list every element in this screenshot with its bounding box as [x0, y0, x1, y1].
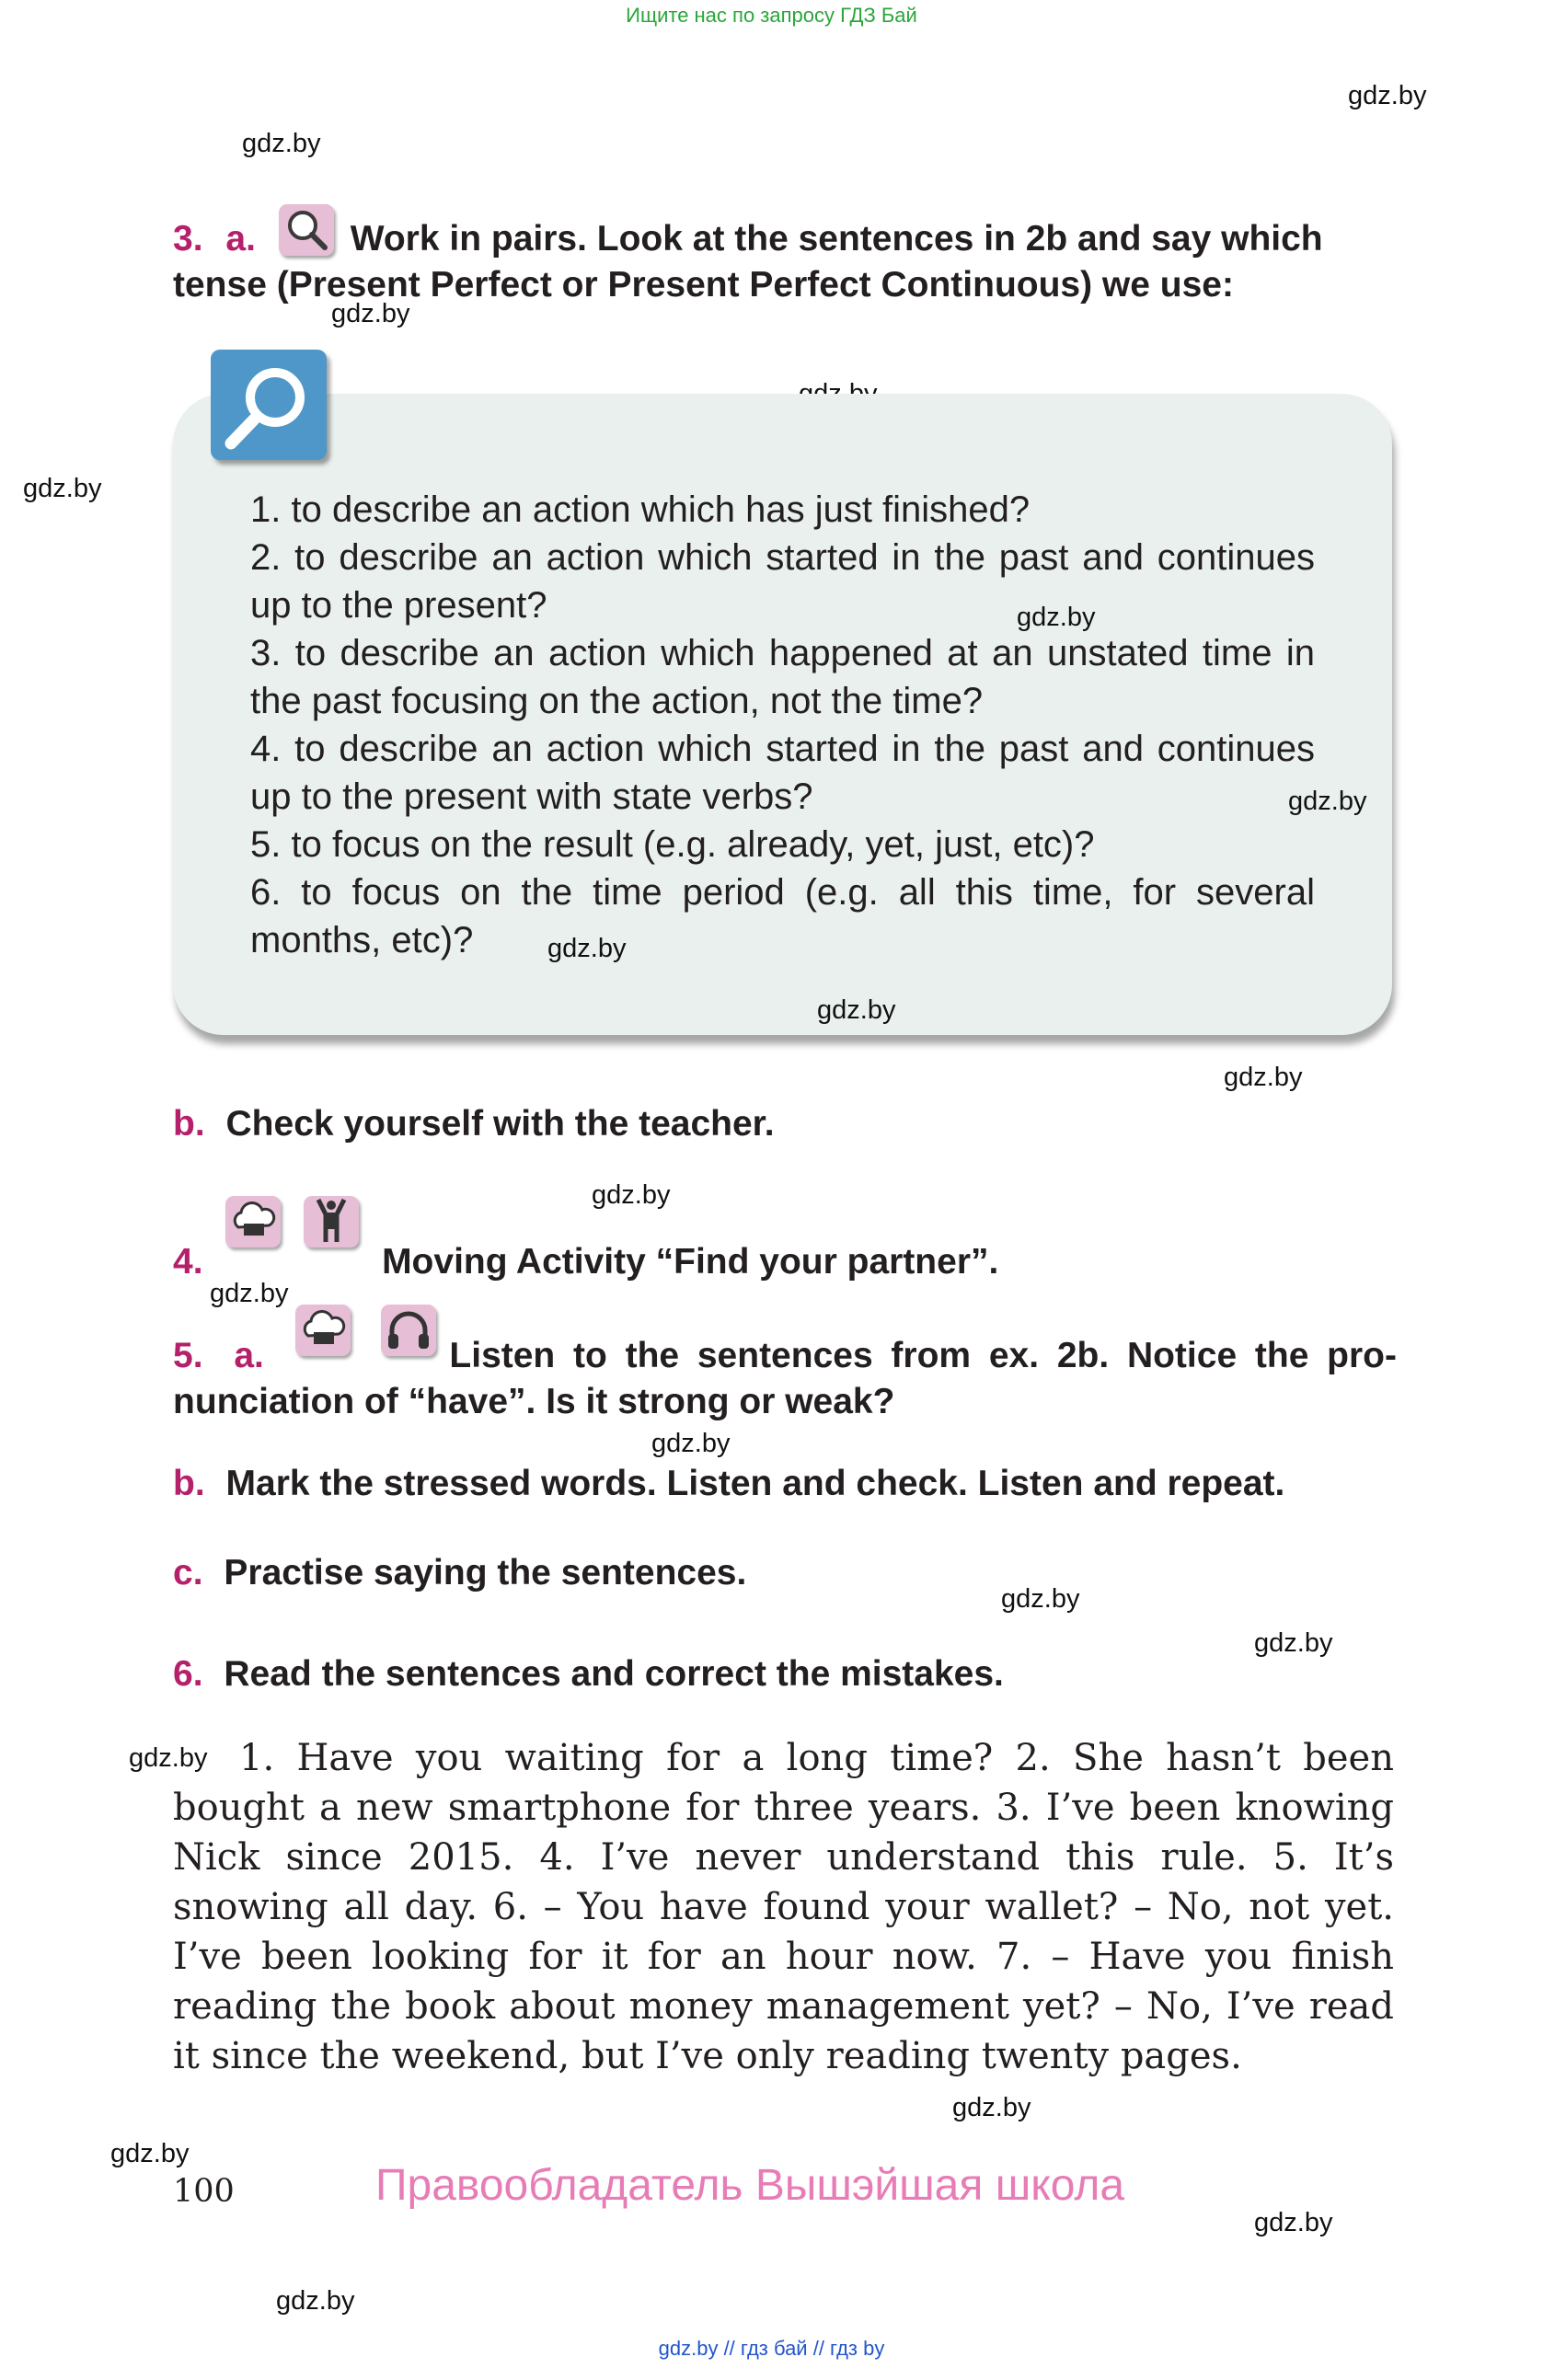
exercise-4-text: Moving Activity “Find your partner”.	[382, 1242, 999, 1282]
watermark: gdz.by	[276, 2286, 355, 2316]
exercise-3a-text: Work in pairs. Look at the sentences in 2b and say which tense (Present Perfect or Present Perfect Continuous) we use:	[173, 219, 1323, 305]
exercise-5c-instruction	[173, 1550, 746, 1596]
watermark: gdz.by	[952, 2093, 1031, 2122]
disc-audio-icon	[295, 1305, 351, 1356]
magnifier-icon	[211, 350, 327, 460]
exercise-letter: b.	[173, 1464, 205, 1503]
watermark: gdz.by	[1017, 603, 1096, 632]
watermark: gdz.by	[817, 995, 896, 1025]
exercise-6-text: Read the sentences and correct the mistakes.	[224, 1654, 1004, 1694]
watermark: gdz.by	[110, 2139, 190, 2168]
exercise-5b-text: Mark the stressed words. Listen and check. Listen and repeat.	[225, 1464, 1285, 1503]
exercise-number: 5.	[173, 1336, 203, 1375]
exercise-3b-text: Check yourself with the teacher.	[225, 1104, 775, 1144]
watermark: gdz.by	[1288, 787, 1367, 816]
watermark: gdz.by	[651, 1429, 731, 1458]
exercise-5a-text: Listen to the sentences from ex. 2b. Notice the pronunciation of “have”. Is it strong or weak?	[173, 1336, 1397, 1421]
exercise-6-sentences: 1. Have you waiting for a long time? 2. She hasn’t been bought a new smartphone for three years. 3. I’ve been knowing Nick since 2015. 4. I’ve never understand this rule. 5. It’s snowing all day. 6. – You have found your wallet? – No, not yet. I’ve been looking for it for an hour now. 7. – Have you finish reading the book about money management yet? – No, I’ve read it since the weekend, but I’ve only reading twenty pages.	[173, 1737, 1394, 2077]
exercise-5a-instruction	[173, 1305, 1397, 1425]
exercise-letter: a.	[234, 1336, 264, 1375]
rule-item: 6. to focus on the time period (e.g. all this time, for several months, etc)?	[250, 872, 1315, 960]
exercise-4-instruction	[173, 1196, 998, 1285]
exercise-letter: b.	[173, 1104, 205, 1144]
exercise-3b-instruction	[173, 1101, 775, 1147]
exercise-3-instruction	[173, 204, 1397, 308]
rule-item: 3. to describe an action which happened at an unstated time in the past focusing on the action, not the time?	[250, 633, 1315, 721]
watermark: gdz.by	[242, 129, 321, 158]
rule-item: 5. to focus on the result (e.g. already, yet, just, etc)?	[250, 824, 1095, 865]
watermark: gdz.by	[331, 299, 410, 328]
rules-list	[250, 486, 1315, 964]
top-banner[interactable]: Ищите нас по запросу ГДЗ Бай	[626, 4, 917, 27]
exercise-5b-instruction	[173, 1461, 1284, 1507]
exercise-5c-text: Practise saying the sentences.	[224, 1553, 747, 1592]
magnifier-icon	[279, 204, 334, 256]
watermark: gdz.by	[1348, 81, 1427, 110]
rule-item: 1. to describe an action which has just finished?	[250, 489, 1031, 530]
watermark: gdz.by	[1224, 1063, 1303, 1092]
copyright-notice: Правообладатель Вышэйшая школа	[375, 2161, 1125, 2210]
watermark: gdz.by	[592, 1180, 671, 1210]
disc-audio-icon	[225, 1196, 281, 1247]
footer-links[interactable]: gdz.by // гдз бай // гдз by	[658, 2337, 885, 2360]
exercise-number: 3.	[173, 219, 203, 259]
exercise-letter: c.	[173, 1553, 203, 1592]
exercise-letter: a.	[225, 219, 256, 259]
rule-item: 4. to describe an action which started in the past and continues up to the present with state verbs?	[250, 729, 1315, 817]
watermark: gdz.by	[547, 934, 627, 963]
moving-person-icon	[304, 1196, 359, 1247]
watermark: gdz.by	[129, 1743, 208, 1773]
exercise-number: 6.	[173, 1654, 203, 1694]
rule-item: 2. to describe an action which started in the past and continues up to the present?	[250, 537, 1315, 626]
headphones-icon	[381, 1305, 436, 1356]
exercise-number: 4.	[173, 1242, 203, 1282]
watermark: gdz.by	[1254, 1628, 1333, 1658]
page-number: 100	[173, 2173, 235, 2210]
watermark: gdz.by	[210, 1279, 289, 1308]
watermark: gdz.by	[23, 474, 102, 503]
watermark: gdz.by	[1001, 1584, 1080, 1614]
watermark: gdz.by	[1254, 2208, 1333, 2237]
exercise-6-instruction	[173, 1651, 1004, 1697]
